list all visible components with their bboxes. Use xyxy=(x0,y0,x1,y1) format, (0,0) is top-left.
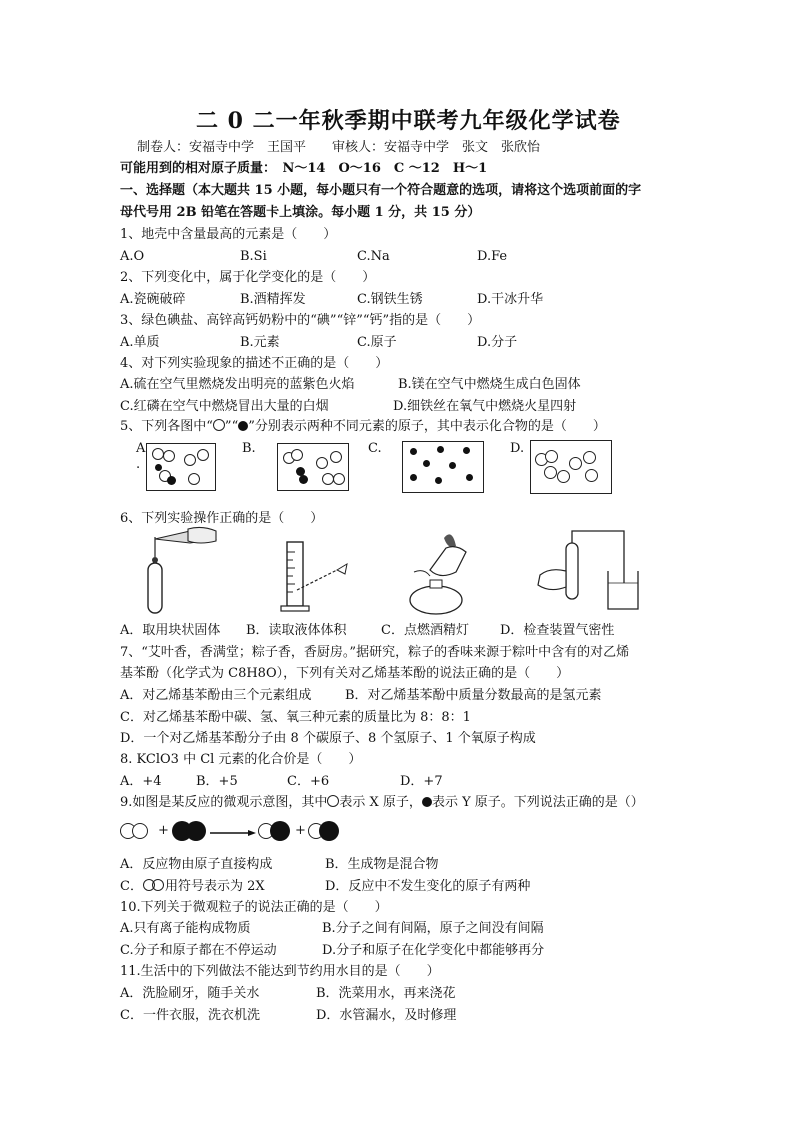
q9-option-b: B．生成物是混合物 xyxy=(325,857,439,872)
black-atom xyxy=(463,447,470,454)
q11-option-a: A．洗脸刷牙，随手关水 xyxy=(120,986,260,1001)
q3-option-b: B.元素 xyxy=(240,335,280,350)
white-atom xyxy=(569,457,582,470)
q2-option-c: C.钢铁生锈 xyxy=(357,292,423,307)
q9-stem-mid: 表示 X 原子， xyxy=(339,795,422,810)
q9-option-c xyxy=(120,879,265,895)
q7-stem-line1: 7、“艾叶香，香满堂；粽子香，香厨房。”据研究，粽子的香味来源于粽叶中含有的对乙烯 xyxy=(120,645,630,660)
black-atom xyxy=(410,448,417,455)
q2-option-d: D.干冰升华 xyxy=(477,292,544,307)
q11-stem: 11.生活中的下列做法不能达到节约用水目的是（ ） xyxy=(120,964,440,979)
q6-option-b: B．读取液体体积 xyxy=(246,623,347,638)
q9-stem xyxy=(120,795,644,811)
q10-option-d: D.分子和原子在化学变化中都能够再分 xyxy=(322,943,545,958)
white-atom xyxy=(330,451,342,463)
q5-option-b-label: B. xyxy=(242,441,256,456)
q9-option-c-post: 用符号表示为 2X xyxy=(164,879,265,894)
arrow-icon xyxy=(210,830,256,838)
q4-option-b: B.镁在空气中燃烧生成白色固体 xyxy=(398,377,581,392)
q8-option-a: A．+4 xyxy=(120,774,162,789)
q3-option-d: D.分子 xyxy=(477,335,518,350)
q1-stem: 1、地壳中含量最高的元素是（ ） xyxy=(120,227,337,242)
q1-option-c: C.Na xyxy=(357,249,390,264)
q5-option-c-label: C. xyxy=(368,441,382,456)
q6-figure-c-alcohol-lamps xyxy=(400,528,480,618)
q10-option-b: B.分子之间有间隔，原子之间没有间隔 xyxy=(322,921,544,936)
q4-option-c: C.红磷在空气中燃烧冒出大量的白烟 xyxy=(120,399,329,414)
q3-stem: 3、绿色碘盐、高锌高钙奶粉中的“碘”“锌”“钙”指的是（ ） xyxy=(120,313,481,328)
black-atom-icon xyxy=(238,421,248,431)
black-atom xyxy=(423,460,430,467)
q9-option-a: A．反应物由原子直接构成 xyxy=(120,857,273,872)
q10-option-a: A.只有离子能构成物质 xyxy=(120,921,251,936)
white-atom xyxy=(585,469,598,482)
white-atom-icon xyxy=(327,795,339,807)
q5-diagram-d xyxy=(530,440,612,494)
q5-stem-pre: 5、下列各图中“ xyxy=(120,419,213,434)
black-atom xyxy=(435,477,442,484)
q5-diagram-a xyxy=(146,443,216,491)
white-atom xyxy=(184,454,196,466)
section-heading-line1: 一、选择题（本大题共 15 小题，每小题只有一个符合题意的选项，请将这个选项前面的字 xyxy=(120,183,642,198)
q11-option-c: C．一件衣服，洗衣机洗 xyxy=(120,1008,260,1023)
atomic-masses: 可能用到的相对原子质量： N～14 O～16 C ～12 H～1 xyxy=(120,161,488,176)
white-atom xyxy=(545,450,558,463)
white-atom xyxy=(583,451,596,464)
q5-stem xyxy=(120,419,606,435)
black-atom-icon xyxy=(422,797,432,807)
q2-option-a: A.瓷碗破碎 xyxy=(120,292,186,307)
section-heading-line2: 母代号用 2B 铅笔在答题卡上填涂。每小题 1 分，共 15 分） xyxy=(120,205,481,220)
q1-option-d: D.Fe xyxy=(477,249,508,264)
q6-option-a: A．取用块状固体 xyxy=(120,623,221,638)
white-atom xyxy=(557,470,570,483)
black-atom xyxy=(319,821,339,841)
q6-option-c: C．点燃酒精灯 xyxy=(381,623,469,638)
q3-option-a: A.单质 xyxy=(120,335,160,350)
q8-option-d: D．+7 xyxy=(400,774,443,789)
white-atom xyxy=(163,450,175,462)
white-atom xyxy=(316,457,328,469)
black-atom xyxy=(167,476,176,485)
q6-figure-b-measuring-cylinder xyxy=(275,540,355,615)
white-atom xyxy=(333,473,345,485)
q6-figure-d-airtightness-check xyxy=(530,527,640,617)
q6-option-d: D．检查装置气密性 xyxy=(500,623,615,638)
black-atom xyxy=(299,475,308,484)
x2-molecule-icon xyxy=(143,879,165,891)
black-atom xyxy=(410,474,417,481)
q11-option-b: B．洗菜用水，再来浇花 xyxy=(316,986,456,1001)
white-atom xyxy=(188,473,200,485)
authors-line: 制卷人：安福寺中学 王国平 审核人：安福寺中学 张文 张欣怡 xyxy=(137,140,541,155)
plus-sign: + xyxy=(295,823,306,838)
q9-option-c-pre: C． xyxy=(120,879,143,894)
q9-reaction-diagram xyxy=(120,818,340,844)
q7-option-b: B．对乙烯基苯酚中质量分数最高的是氢元素 xyxy=(345,688,602,703)
black-atom xyxy=(186,821,206,841)
q4-stem: 4、对下列实验现象的描述不正确的是（ ） xyxy=(120,356,389,371)
q5-stem-mid: ”“ xyxy=(224,419,239,434)
q8-option-c: C．+6 xyxy=(287,774,330,789)
q5-stem-post: ”分别表示两种不同元素的原子，其中表示化合物的是（ ） xyxy=(248,419,606,434)
white-atom xyxy=(132,823,148,839)
q7-option-a: A．对乙烯基苯酚由三个元素组成 xyxy=(120,688,312,703)
q3-option-c: C.原子 xyxy=(357,335,397,350)
q4-option-a: A.硫在空气里燃烧发出明亮的蓝紫色火焰 xyxy=(120,377,355,392)
q6-figure-a-forceps-tube xyxy=(130,527,230,617)
q1-option-a: A.O xyxy=(120,249,145,264)
q8-option-b: B．+5 xyxy=(196,774,238,789)
black-atom xyxy=(270,821,290,841)
q5-option-a-label: A xyxy=(136,441,146,456)
q10-option-c: C.分子和原子都在不停运动 xyxy=(120,943,277,958)
q5-diagram-b xyxy=(277,443,349,491)
q7-option-d: D．一个对乙烯基苯酚分子由 8 个碳原子、8 个氢原子、1 个氧原子构成 xyxy=(120,731,536,746)
black-atom xyxy=(466,474,473,481)
page-title: 二 0 二一年秋季期中联考九年级化学试卷 xyxy=(196,108,621,134)
q5-diagram-c xyxy=(402,441,484,493)
q10-stem: 10.下列关于微观粒子的说法正确的是（ ） xyxy=(120,900,388,915)
q2-stem: 2、下列变化中，属于化学变化的是（ ） xyxy=(120,270,376,285)
plus-sign: + xyxy=(158,823,169,838)
black-atom xyxy=(437,446,444,453)
q7-option-c: C．对乙烯基苯酚中碳、氢、氧三种元素的质量比为 8：8：1 xyxy=(120,710,471,725)
q1-option-b: B.Si xyxy=(240,249,267,264)
white-atom-icon xyxy=(213,419,225,431)
q5-option-a-dot: . xyxy=(136,457,141,472)
q7-stem-line2: 基苯酚（化学式为 C8H8O），下列有关对乙烯基苯酚的说法正确的是（ ） xyxy=(120,666,570,681)
black-atom xyxy=(449,462,456,469)
q4-option-d: D.细铁丝在氧气中燃烧火星四射 xyxy=(393,399,577,414)
q11-option-d: D．水管漏水，及时修理 xyxy=(316,1008,457,1023)
q5-option-d-label: D. xyxy=(510,441,525,456)
white-atom xyxy=(291,449,303,461)
q9-stem-pre: 9.如图是某反应的微观示意图，其中 xyxy=(120,795,328,810)
white-atom xyxy=(544,466,557,479)
q9-stem-post: 表示 Y 原子。下列说法正确的是（） xyxy=(431,795,644,810)
q2-option-b: B.酒精挥发 xyxy=(240,292,306,307)
q9-option-d: D．反应中不发生变化的原子有两种 xyxy=(325,879,531,894)
q8-stem: 8. KClO3 中 Cl 元素的化合价是（ ） xyxy=(120,752,362,767)
white-atom xyxy=(197,449,209,461)
q6-stem: 6、下列实验操作正确的是（ ） xyxy=(120,511,324,526)
